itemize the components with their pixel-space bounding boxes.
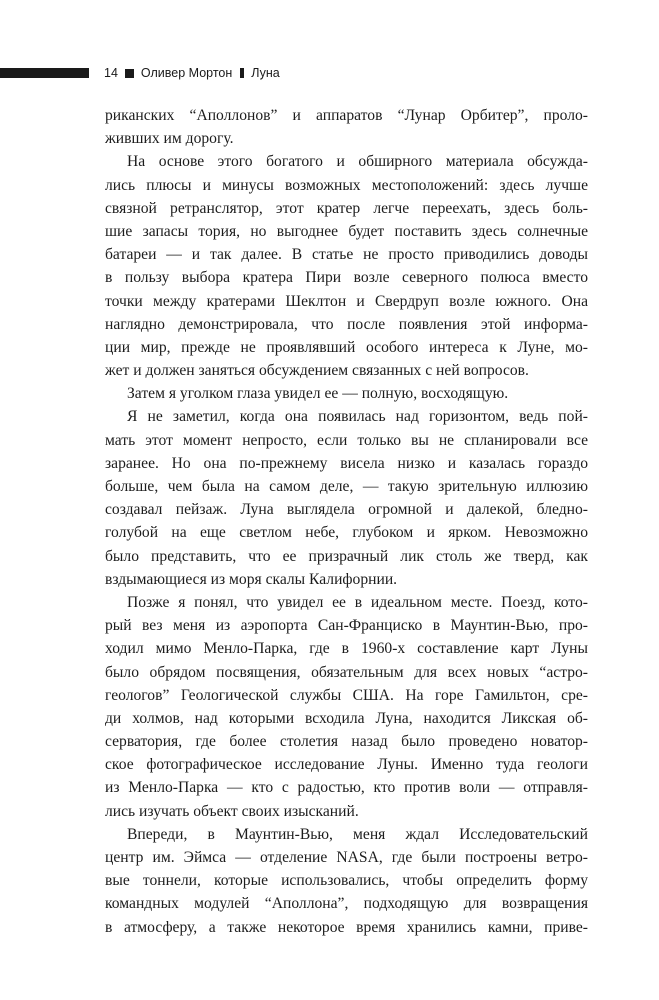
square-separator-icon [125, 69, 134, 78]
text-line: было представить, что ее призрачный лик столь же тверд, как [105, 547, 588, 565]
bar-separator-icon [240, 68, 244, 78]
text-line: риканских “Аполлонов” и аппаратов “Лунар Орбитер”, проло- [105, 107, 588, 124]
text-line: ции мир, прежде не проявлявший особого интереса к Луне, мо- [105, 338, 588, 356]
text-line: лись плюсы и минусы возможных местоположений: здесь лучше [105, 176, 588, 194]
text-line: На основе этого богатого и обширного материала обсужда- [127, 153, 588, 171]
text-line: больше, чем была на самом деле, — такую зрительную иллюзию [105, 478, 588, 495]
text-line: шие запасы тория, но выгоднее будет поставить здесь солнечные [105, 222, 588, 240]
text-line: создавал пейзаж. Луна выглядела огромной и далекой, бледно- [105, 501, 588, 519]
text-line: было обрядом посвящения, обязательным для всех новых “астро- [105, 663, 588, 681]
paragraph [105, 150, 588, 382]
text-line: Я не заметил, когда она появилась над горизонтом, ведь пой- [127, 408, 588, 426]
text-line: Затем я уголком глаза увидел ее — полную, восходящую. [127, 385, 509, 403]
body-text [105, 104, 588, 939]
author-name: Оливер Мортон [140, 66, 233, 80]
text-line: вздымающиеся из моря скалы Калифорнии. [105, 570, 398, 588]
text-line: голубой на еще светлом небе, глубоком и ярком. Невозможно [105, 524, 588, 542]
paragraph [105, 382, 588, 405]
paragraph [105, 591, 588, 823]
running-head [104, 64, 280, 82]
text-line: лись изучать объект своих изысканий. [105, 802, 359, 820]
text-line: жет и должен заняться обсуждением связанных с ней вопросов. [105, 362, 529, 380]
text-line: связной ретранслятор, этот кратер легче переехать, здесь боль- [105, 199, 588, 217]
text-line: центр им. Эймса — отделение NASA, где были построены ветро- [105, 849, 588, 866]
text-line: наглядно демонстрировала, что после появления этой информа- [105, 315, 588, 333]
text-line: из Менло-Парка — кто с радостью, кто против воли — отправля- [105, 779, 588, 797]
paragraph [105, 104, 588, 150]
text-line: живших им дорогу. [105, 130, 234, 148]
text-line: командных модулей “Аполлона”, подходящую для возвращения [105, 895, 588, 913]
text-line: Впереди, в Маунтин-Вью, меня ждал Исследовательский [127, 825, 588, 843]
text-line: вые тоннели, которые использовались, чтобы определить форму [105, 872, 588, 890]
text-line: батареи — и так далее. В статье не просто приводились доводы [105, 246, 588, 264]
text-line: в атмосферу, а также некоторое время хранились камни, приве- [105, 918, 588, 936]
header-rule-bar [0, 68, 89, 78]
text-line: в пользу выбора кратера Пири возле северного полюса вместо [105, 269, 588, 287]
book-title: Луна [251, 66, 280, 80]
text-line: Позже я понял, что увидел ее в идеальном месте. Поезд, кото- [127, 593, 588, 611]
text-line: ское фотографическое исследование Луны. Именно туда геологи [105, 756, 588, 774]
text-line: геологов” Геологической службы США. На горе Гамильтон, сре- [105, 686, 588, 704]
page-number: 14 [104, 66, 118, 80]
paragraph [105, 405, 588, 591]
text-line: мать этот момент непросто, если только вы не спланировали все [105, 431, 588, 449]
text-line: рый вез меня из аэропорта Сан-Франциско в Маунтин-Вью, про- [105, 617, 588, 635]
text-line: точки между кратерами Шеклтон и Свердруп возле южного. Она [105, 292, 588, 310]
text-line: ходил мимо Менло-Парка, где в 1960-х составление карт Луны [105, 640, 588, 658]
text-line: серватория, где более столетия назад было проведено новатор- [105, 733, 588, 751]
paragraph [105, 823, 588, 939]
text-line: заранее. Но она по-прежнему висела низко и казалась гораздо [105, 454, 588, 472]
text-line: ди холмов, над которыми всходила Луна, находится Ликская об- [105, 709, 588, 727]
